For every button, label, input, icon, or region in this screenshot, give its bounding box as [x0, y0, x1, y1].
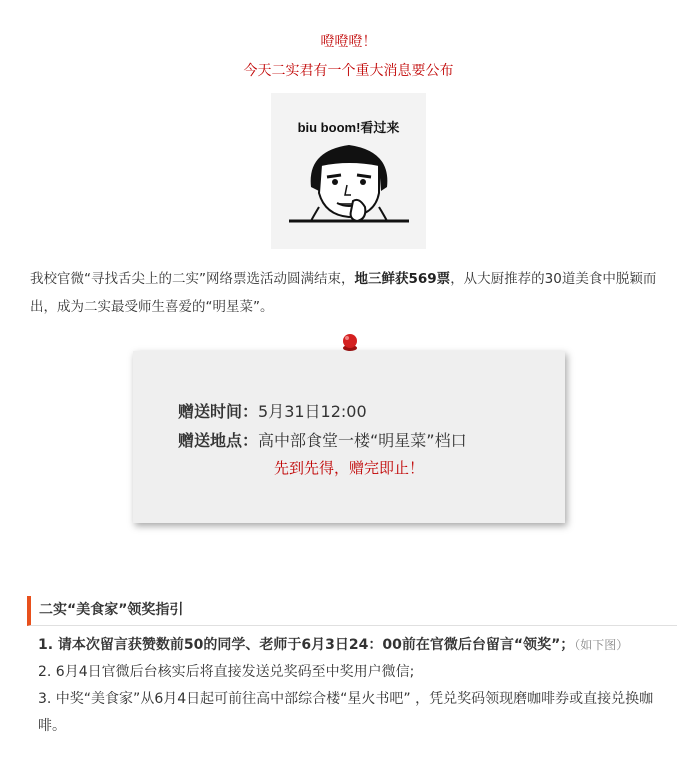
meme-sticker-image [271, 93, 426, 249]
gift-place-row [178, 428, 467, 451]
gift-place-value: 高中部食堂一楼“明星菜”档口 [258, 431, 467, 450]
intro-text-part2: ，从大厨推荐的30道美食中脱颖而出，成为二实最受师生喜爱的“明星菜”。 [30, 271, 657, 315]
intro-text-part1: 我校官微“寻找舌尖上的二实”网络票选活动圆满结束， [30, 271, 355, 287]
meme-face-icon [289, 137, 409, 227]
gift-time-row [178, 399, 367, 422]
intro-paragraph [30, 265, 670, 321]
gift-time-label: 赠送时间： [178, 402, 259, 421]
gift-note: 先到先得，赠完即止！ [273, 459, 424, 477]
headline-exclaim: 噔噔噔！ [320, 34, 377, 50]
section-title: 二实“美食家”领奖指引 [27, 596, 677, 626]
sticker-caption: biu boom!看过来 [297, 120, 400, 135]
gift-info-card [133, 351, 565, 523]
intro-highlight: 地三鲜获569票 [354, 271, 451, 287]
step-2: 2. 6月4日官微后台核实后将直接发送兑奖码至中奖用户微信; [38, 664, 415, 680]
gift-place-label: 赠送地点： [178, 431, 259, 450]
gift-time-value: 5月31日12:00 [258, 402, 367, 421]
step-1 [38, 632, 678, 659]
step-1-hint: （如下图） [574, 638, 629, 652]
step-1-text: 1. 请本次留言获赞数前50的同学、老师于6月3日24：00前在官微后台留言“领奖”； [38, 637, 575, 653]
step-3: 3. 中奖“美食家”从6月4日起可前往高中部综合楼“星火书吧” ，凭兑奖码领现磨咖啡券或直接兑换咖啡。 [38, 691, 654, 734]
steps-list [38, 632, 678, 740]
headline-subtitle: 今天二实君有一个重大消息要公布 [243, 63, 454, 79]
